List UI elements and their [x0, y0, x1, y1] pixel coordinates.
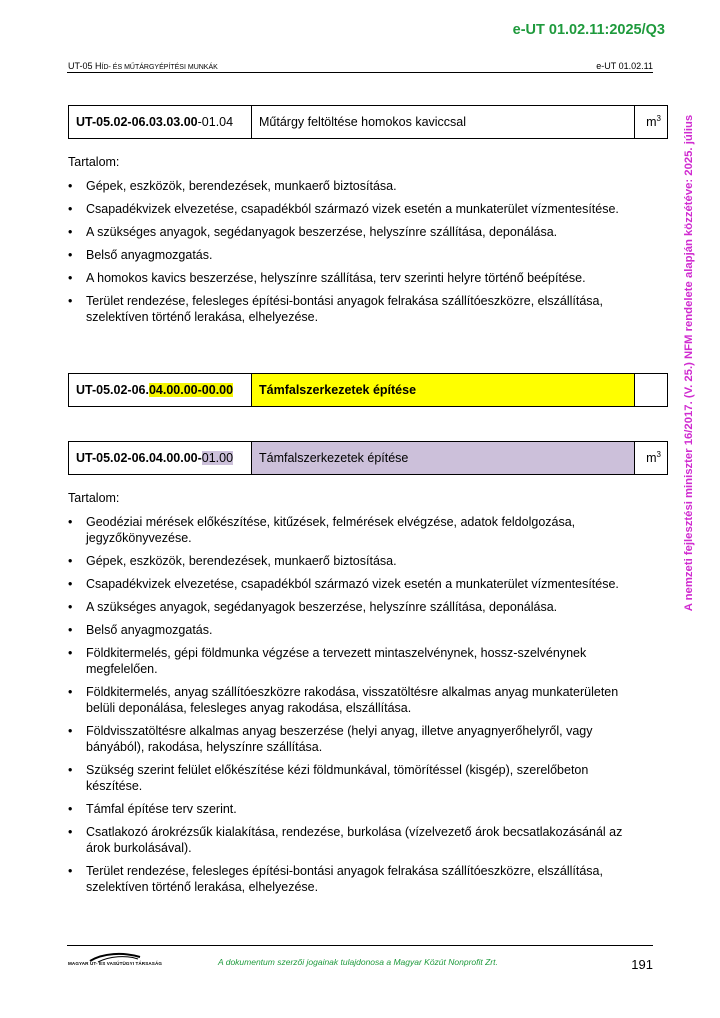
item-unit — [635, 374, 668, 407]
unit-exponent: 3 — [656, 450, 661, 460]
item-table-1 — [68, 105, 668, 139]
list-item: • Csapadékvizek elvezetése, csapadékból származó vizek esetén a munkaterület vízmentesítése. — [68, 201, 648, 217]
item-table-3 — [68, 441, 668, 475]
unit-base: m — [646, 115, 657, 130]
item-code-highlighted: 04.00.00-00.00 — [148, 383, 234, 397]
item-code-part-a: UT-05.02-06.04.00.00- — [76, 451, 202, 465]
item-title: Műtárgy feltöltése homokos kaviccsal — [252, 106, 635, 139]
item-title: Támfalszerkezetek építése — [252, 374, 635, 407]
document-id: e-UT 01.02.11:2025/Q3 — [512, 22, 665, 38]
item-unit — [635, 442, 668, 475]
item-code — [69, 374, 252, 407]
company-logo — [68, 950, 168, 970]
list-item: • Csapadékvizek elvezetése, csapadékból származó vizek esetén a munkaterület vízmentesítése. — [68, 576, 648, 592]
list-item: • Földvisszatöltésre alkalmas anyag beszerzése (helyi anyag, illetve anyagnyerőhelyről, vagy bányából), rakodása, helyszínre szállítása. — [68, 723, 648, 755]
unit-base: m — [646, 451, 657, 466]
footer-copyright: A dokumentum szerzői jogainak tulajdonosa a Magyar Közút Nonprofit Zrt. — [218, 957, 498, 967]
publication-side-note — [678, 96, 700, 630]
list-item: • Belső anyagmozgatás. — [68, 622, 648, 638]
item-unit — [635, 106, 668, 139]
content-label: Tartalom: — [68, 155, 120, 169]
unit-exponent: 3 — [656, 114, 661, 124]
header-left-smallcaps: ÍD- ÉS MŰTÁRGYÉPÍTÉSI MUNKÁK — [101, 64, 218, 71]
list-item: • Földkitermelés, gépi földmunka végzése a tervezett mintaszelvénynek, hossz-szelvénynek megfelelően. — [68, 645, 648, 677]
list-item: • Szükség szerint felület előkészítése kézi földmunkával, tömörítéssel (kisgép), szerelőbeton készítése. — [68, 762, 648, 794]
logo-text: MAGYAR UT- ÉS VASÚTÜGYI TÁRSASÁG — [68, 961, 163, 966]
list-item: • Földkitermelés, anyag szállítóeszközre rakodása, visszatöltésre alkalmas anyag munkaterületen belüli deponálása, felesleges anyag rakodása, elszállítása. — [68, 684, 648, 716]
running-header-right: e-UT 01.02.11 — [596, 61, 653, 71]
page-number: 191 — [631, 957, 653, 972]
item-title: Támfalszerkezetek építése — [252, 442, 635, 475]
item-code-highlighted: 01.00 — [201, 451, 234, 465]
list-item: • Terület rendezése, felesleges építési-bontási anyagok felrakása szállítóeszközre, elszállítása, szelektíven történő lerakása, elhelyezése. — [68, 863, 648, 895]
list-item: • Geodéziai mérések előkészítése, kitűzések, felmérések elvégzése, adatok feldolgozása, jegyzőkönyvezése. — [68, 514, 648, 546]
item-code-tail: -01.04 — [197, 115, 234, 129]
list-item: • A szükséges anyagok, segédanyagok beszerzése, helyszínre szállítása, deponálása. — [68, 599, 648, 615]
content-list-1 — [68, 178, 648, 332]
list-item: • Terület rendezése, felesleges építési-bontási anyagok felrakása szállítóeszközre, elszállítása, szelektíven történő lerakása, elhelyezése. — [68, 293, 648, 325]
list-item: • Csatlakozó árokrézsűk kialakítása, rendezése, burkolása (vízelvezető árok becsatlakozásánál az árok burkolásával). — [68, 824, 648, 856]
content-list-2 — [68, 514, 648, 902]
list-item: • A szükséges anyagok, segédanyagok beszerzése, helyszínre szállítása, deponálása. — [68, 224, 648, 240]
item-code — [69, 106, 252, 139]
item-code-main: UT-05.02-06.03.03.00 — [76, 115, 198, 129]
list-item: • Belső anyagmozgatás. — [68, 247, 648, 263]
running-header-left — [68, 61, 218, 71]
item-code — [69, 442, 252, 475]
list-item: • A homokos kavics beszerzése, helyszínre szállítása, terv szerinti helyre történő beépítése. — [68, 270, 648, 286]
list-item: • Gépek, eszközök, berendezések, munkaerő biztosítása. — [68, 178, 648, 194]
side-note-text: A nemzeti fejlesztési miniszter 16/2017. (V. 25.) NFM rendelete alapján közzétéve: 2025. július — [683, 114, 695, 612]
item-code-part-a: UT-05.02-06. — [76, 383, 149, 397]
header-divider — [67, 72, 653, 73]
content-label: Tartalom: — [68, 491, 120, 505]
list-item: • Gépek, eszközök, berendezések, munkaerő biztosítása. — [68, 553, 648, 569]
footer-divider — [67, 945, 653, 946]
header-left-prefix: UT-05 H — [68, 61, 102, 71]
item-table-2 — [68, 373, 668, 407]
list-item: • Támfal építése terv szerint. — [68, 801, 648, 817]
